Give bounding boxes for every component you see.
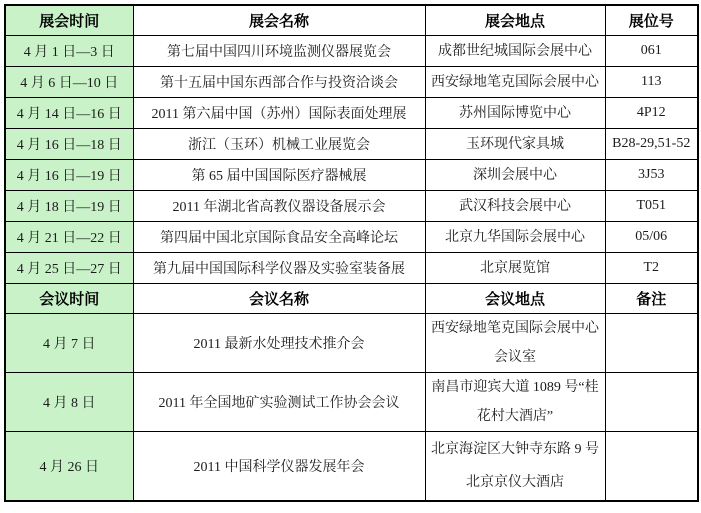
location-line: 苏州国际博览中心: [459, 105, 571, 121]
location-line: 北京海淀区大钟寺东路 9 号: [431, 442, 599, 457]
name-cell: 第九届中国国际科学仪器及实验室装备展: [133, 253, 425, 284]
table-row: [5, 191, 698, 222]
name-cell: 第十五届中国东西部合作与投资洽谈会: [133, 67, 425, 98]
booth-cell: 05/06: [605, 222, 698, 253]
location-line: 北京九华国际会展中心: [445, 229, 585, 245]
booth-cell: 3J53: [605, 160, 698, 191]
table-row: [5, 222, 698, 253]
time-cell: 4 月 7 日: [5, 314, 133, 373]
note-cell: [605, 373, 698, 432]
name-cell: 第四届中国北京国际食品安全高峰论坛: [133, 222, 425, 253]
location-line: 会议室: [494, 350, 536, 365]
header-row: [5, 5, 698, 36]
table-row: [5, 98, 698, 129]
schedule-table-body: [5, 5, 698, 501]
name-cell: 2011 年全国地矿实验测试工作协会会议: [133, 373, 425, 432]
location-line: 深圳会展中心: [473, 167, 557, 183]
schedule-table: [4, 4, 699, 502]
booth-cell: 4P12: [605, 98, 698, 129]
column-header-location: 会议地点: [425, 284, 605, 314]
booth-cell: T2: [605, 253, 698, 284]
name-cell: 2011 中国科学仪器发展年会: [133, 432, 425, 502]
location-line: 西安绿地笔克国际会展中心: [431, 321, 599, 336]
column-header-time: 展会时间: [5, 5, 133, 36]
location-cell: [425, 36, 605, 67]
schedule-table-container: [4, 4, 699, 502]
location-cell: [425, 160, 605, 191]
time-cell: 4 月 25 日—27 日: [5, 253, 133, 284]
table-row: [5, 314, 698, 373]
column-header-location: 展会地点: [425, 5, 605, 36]
table-row: [5, 67, 698, 98]
name-cell: 第七届中国四川环境监测仪器展览会: [133, 36, 425, 67]
location-cell: [425, 98, 605, 129]
header-row: [5, 284, 698, 314]
column-header-name: 会议名称: [133, 284, 425, 314]
column-header-extra: 展位号: [605, 5, 698, 36]
table-row: [5, 160, 698, 191]
time-cell: 4 月 8 日: [5, 373, 133, 432]
name-cell: 浙江（玉环）机械工业展览会: [133, 129, 425, 160]
time-cell: 4 月 26 日: [5, 432, 133, 502]
time-cell: 4 月 14 日—16 日: [5, 98, 133, 129]
time-cell: 4 月 16 日—18 日: [5, 129, 133, 160]
location-line: 北京展览馆: [480, 260, 550, 276]
location-line: 南昌市迎宾大道 1089 号“桂: [431, 380, 599, 395]
name-cell: 2011 年湖北省高教仪器设备展示会: [133, 191, 425, 222]
table-row: [5, 36, 698, 67]
time-cell: 4 月 18 日—19 日: [5, 191, 133, 222]
location-cell: [425, 67, 605, 98]
location-cell: [425, 222, 605, 253]
location-cell: [425, 314, 605, 373]
time-cell: 4 月 16 日—19 日: [5, 160, 133, 191]
booth-cell: 113: [605, 67, 698, 98]
name-cell: 2011 最新水处理技术推介会: [133, 314, 425, 373]
table-row: [5, 129, 698, 160]
time-cell: 4 月 21 日—22 日: [5, 222, 133, 253]
table-row: [5, 373, 698, 432]
table-row: [5, 253, 698, 284]
location-line: 武汉科技会展中心: [459, 198, 571, 214]
booth-cell: T051: [605, 191, 698, 222]
location-line: 花村大酒店”: [476, 409, 554, 424]
booth-cell: 061: [605, 36, 698, 67]
location-cell: [425, 373, 605, 432]
time-cell: 4 月 1 日—3 日: [5, 36, 133, 67]
location-cell: [425, 129, 605, 160]
location-line: 北京京仪大酒店: [466, 475, 564, 490]
note-cell: [605, 432, 698, 502]
name-cell: 2011 第六届中国（苏州）国际表面处理展: [133, 98, 425, 129]
column-header-time: 会议时间: [5, 284, 133, 314]
note-cell: [605, 314, 698, 373]
time-cell: 4 月 6 日—10 日: [5, 67, 133, 98]
name-cell: 第 65 届中国国际医疗器械展: [133, 160, 425, 191]
booth-cell: B28-29,51-52: [605, 129, 698, 160]
column-header-name: 展会名称: [133, 5, 425, 36]
location-cell: [425, 253, 605, 284]
location-line: 成都世纪城国际会展中心: [438, 43, 592, 59]
location-line: 玉环现代家具城: [466, 136, 564, 152]
location-cell: [425, 191, 605, 222]
column-header-extra: 备注: [605, 284, 698, 314]
location-line: 西安绿地笔克国际会展中心: [431, 74, 599, 90]
location-cell: [425, 432, 605, 502]
table-row: [5, 432, 698, 502]
